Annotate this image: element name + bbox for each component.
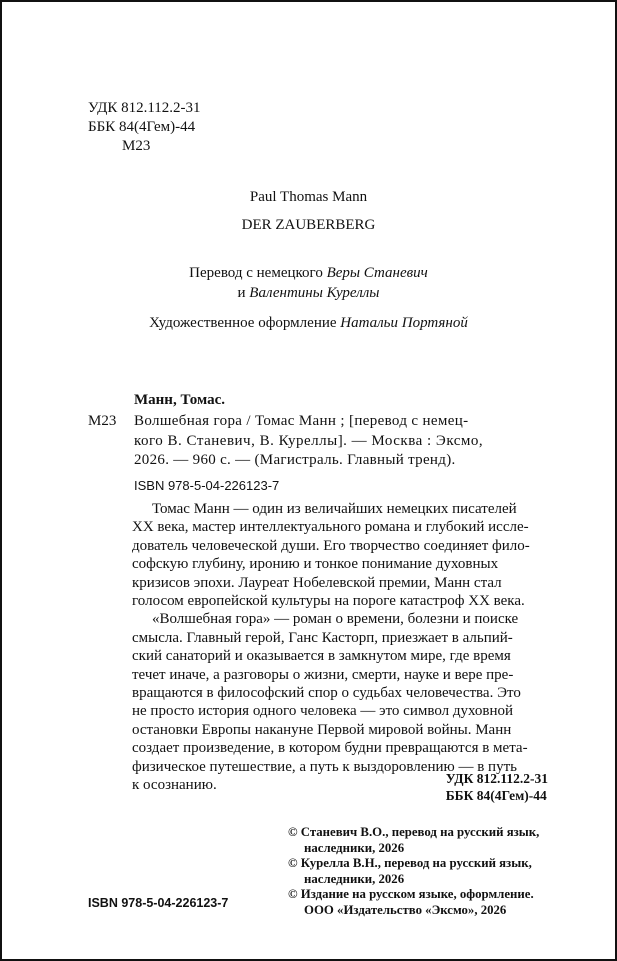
- annotation-line: не просто история одного человека — это символ духовной: [132, 703, 514, 720]
- copyright-line: наследники, 2026: [304, 840, 405, 855]
- translation-line-1: [2, 264, 615, 283]
- catalog-isbn: ISBN 978-5-04-226123-7: [134, 478, 280, 493]
- annotation-line: ский санаторий и оказывается в замкнутом мире, где время: [132, 648, 511, 665]
- isbn-bottom: ISBN 978-5-04-226123-7: [88, 896, 229, 910]
- copyright-entry: [288, 825, 539, 856]
- design-prefix: Художественное оформление: [149, 315, 341, 331]
- annotation-line: вращаются в философский спор о судьбах человечества. Это: [132, 685, 521, 702]
- design-credit: [2, 314, 615, 333]
- copyright-line: © Станевич В.О., перевод на русский язык,: [288, 825, 540, 839]
- annotation-line: течет иначе, а разговоры о жизни, смерти, науке и вере пре-: [132, 666, 514, 683]
- bbk-code: ББК 84(4Гем)-44: [88, 119, 196, 135]
- annotation-line: кризисов эпохи. Лауреат Нобелевской премии, Манн стал: [132, 574, 502, 591]
- bbk-code-bottom: ББК 84(4Гем)-44: [445, 788, 547, 803]
- copyright-entry: [288, 887, 539, 918]
- annotation: [132, 500, 547, 795]
- annotation-line: голосом европейской культуры на пороге катастроф XX века.: [132, 593, 525, 610]
- original-title: DER ZAUBERBERG: [241, 217, 376, 233]
- translator-2: Валентины Куреллы: [249, 285, 380, 301]
- annotation-line: к осознанию.: [132, 777, 217, 794]
- translation-prefix: Перевод с немецкого: [189, 265, 327, 281]
- annotation-line: Томас Манн — один из величайших немецких писателей: [152, 501, 517, 517]
- copyright-line: наследники, 2026: [304, 871, 405, 886]
- translation-conj: и: [237, 285, 250, 301]
- udk-code: УДК 812.112.2-31: [88, 100, 201, 116]
- copyright-block: [288, 825, 539, 918]
- catalog-mark: М23: [88, 413, 117, 429]
- copyright-line: ООО «Издательство «Эксмо», 2026: [304, 902, 507, 917]
- copyright-entry: [288, 856, 539, 887]
- annotation-line: физическое путешествие, а путь к выздоровлению — в путь: [132, 758, 517, 775]
- annotation-paragraph-1: [132, 500, 547, 610]
- annotation-line: создает произведение, в котором будни превращаются в мета-: [132, 740, 528, 757]
- annotation-line: «Волшебная гора» — роман о времени, болезни и поиске: [152, 611, 519, 628]
- original-author: Paul Thomas Mann: [249, 189, 368, 205]
- copyright-line: © Курелла В.Н., перевод на русский язык,: [288, 856, 532, 870]
- classification-block: [88, 99, 201, 156]
- author-mark: М23: [122, 138, 151, 154]
- catalog-line: 2026. — 960 с. — (Магистраль. Главный тренд).: [134, 452, 456, 468]
- catalog-line: кого В. Станевич, В. Куреллы]. — Москва : Эксмо,: [134, 432, 484, 449]
- translation-line-2: [2, 284, 615, 303]
- designer-name: Натальи Портяной: [340, 315, 468, 331]
- catalog-entry: [134, 412, 483, 471]
- translator-1: Веры Станевич: [326, 265, 428, 281]
- catalog-heading: Манн, Томас.: [134, 392, 226, 408]
- annotation-line: софскую глубину, иронию и тонкое понимание духовных: [132, 556, 499, 573]
- annotation-line: смысла. Главный герой, Ганс Касторп, приезжает в альпий-: [132, 629, 513, 646]
- annotation-line: остановки Европы накануне Первой мировой войны. Манн: [132, 721, 512, 738]
- annotation-paragraph-2: [132, 610, 547, 794]
- annotation-line: XX века, мастер интеллектуального романа и глубокий иссле-: [132, 519, 529, 536]
- copyright-line: © Издание на русском языке, оформление.: [288, 887, 534, 901]
- annotation-line: дователь человеческой души. Его творчество соединяет фило-: [132, 537, 530, 554]
- catalog-line: Волшебная гора / Томас Манн ; [перевод с немец-: [134, 413, 469, 429]
- classification-bottom: [446, 770, 548, 804]
- udk-code-bottom: УДК 812.112.2-31: [445, 771, 548, 786]
